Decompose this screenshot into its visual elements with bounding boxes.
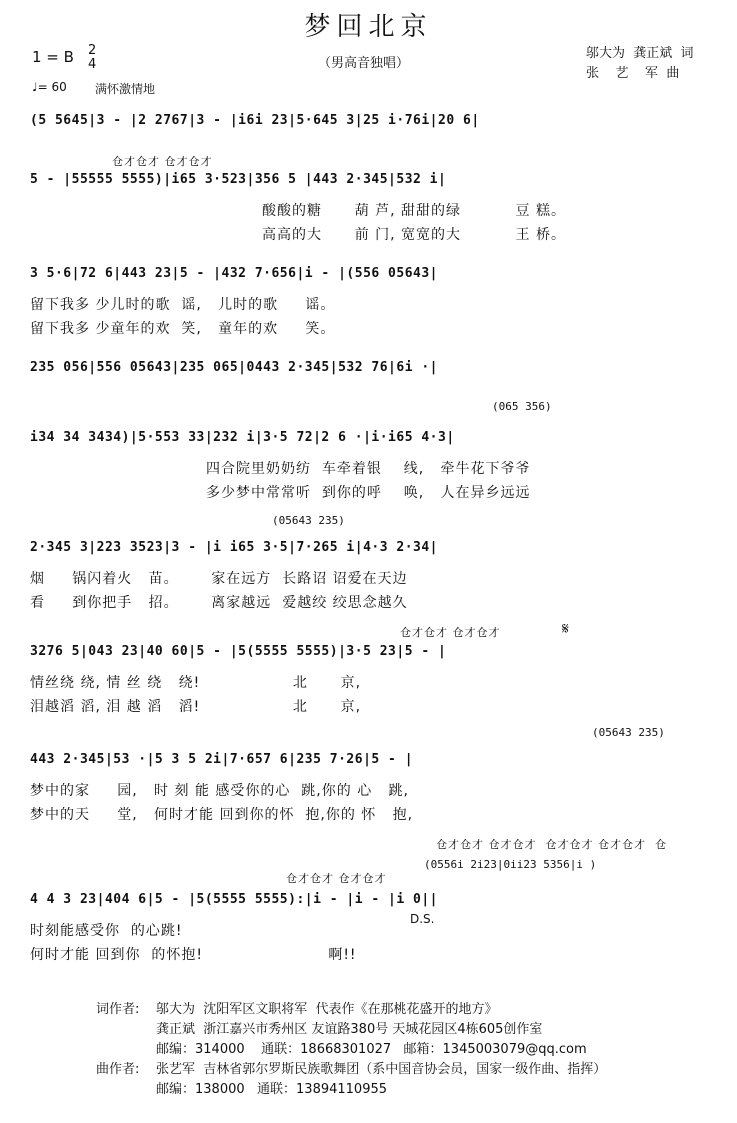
lyrics-9-verse2: 何时才能 回到你 的怀抱! 啊!! bbox=[30, 947, 357, 963]
lyrics-6-verse2: 看 到你把手 招。 离家越远 爱越绞 绞思念越久 bbox=[30, 595, 408, 611]
composer-credit: 张 艺 军 曲 bbox=[586, 66, 680, 81]
lyrics-2-verse1: 酸酸的糖 葫 芦, 甜甜的绿 豆 糕。 bbox=[262, 203, 567, 219]
lyrics-6-verse1: 烟 锅闪着火 苗。 家在远方 长路诏 诏爱在天边 bbox=[30, 571, 408, 587]
score-system-5: i34 34 3434)|5·553 33|232 i|3·5 72|2 6 ·|i·i65 4·3| bbox=[30, 430, 455, 445]
lyrics-8-verse2: 梦中的天 堂, 何时才能 回到你的怀 抱,你的 怀 抱, bbox=[30, 807, 414, 823]
composer-contact: 邮编：138000 通联：13894110955 bbox=[156, 1082, 388, 1097]
lyrics-8-verse1: 梦中的家 园, 时 刻 能 感受你的心 跳,你的 心 跳, bbox=[30, 783, 410, 799]
score-system-4: 235 056|556 05643|235 065|0443 2·345|532 76|6i ·| bbox=[30, 360, 439, 375]
lyricist-2-contact: 邮编：314000 通联：18668301027 邮箱：1345003079@qq.com bbox=[156, 1042, 587, 1057]
song-title: 梦回北京 bbox=[304, 12, 433, 42]
percussion-1: 仓才仓才 仓才仓才 bbox=[112, 155, 213, 168]
lyrics-9-verse1: 时刻能感受你 的心跳! bbox=[30, 923, 183, 939]
performance-note: （男高音独唱） bbox=[318, 56, 410, 71]
score-system-2: 5 - |55555 5555)|i65 3·523|356 5 |443 2·345|532 i| bbox=[30, 172, 447, 187]
lyrics-3-verse1: 留下我多 少儿时的歌 谣, 儿时的歌 谣。 bbox=[30, 297, 336, 313]
time-signature: 2 4 bbox=[88, 43, 97, 72]
score-system-1: (5 5645|3 - |2 2767|3 - |i6i 23|5·645 3|25 i·76i|20 6| bbox=[30, 113, 480, 128]
dal-segno: D.S. bbox=[410, 912, 435, 926]
composer-info: 张艺军 吉林省郭尔罗斯民族歌舞团（系中国音协会员，国家一级作曲、指挥） bbox=[156, 1062, 607, 1077]
score-system-3: 3 5·6|72 6|443 23|5 - |432 7·656|i - |(556 05643| bbox=[30, 266, 439, 281]
lyricist-2-info: 龚正斌 浙江嘉兴市秀州区 友谊路380号 天城花园区4栋605创作室 bbox=[156, 1022, 543, 1037]
lyrics-7-verse2: 泪越滔 滔, 泪 越 滔 滔! 北 京, bbox=[30, 699, 362, 715]
bridge-fill-1: (065 356) bbox=[492, 400, 552, 413]
bridge-fill-3: (05643 235) bbox=[592, 726, 665, 739]
lyrics-3-verse2: 留下我多 少童年的欢 笑, 童年的欢 笑。 bbox=[30, 321, 336, 337]
percussion-4: 仓才仓才 仓才仓才 bbox=[286, 872, 387, 885]
percussion-2: 仓才仓才 仓才仓才 bbox=[400, 626, 501, 639]
coda-intro: (0556i 2i23|0ii23 5356|i ) bbox=[424, 858, 597, 871]
percussion-3: 仓才仓才 仓才仓才 仓才仓才 仓才仓才 仓 bbox=[436, 838, 667, 851]
tempo-marking: ♩= 60 bbox=[32, 80, 67, 94]
lyricist-1-info: 邬大为 沈阳军区文职将军 代表作《在那桃花盛开的地方》 bbox=[156, 1002, 498, 1017]
lyrics-5-verse2: 多少梦中常常听 到你的呼 唤, 人在异乡远远 bbox=[206, 485, 531, 501]
lyrics-5-verse1: 四合院里奶奶纺 车牵着银 线, 牵牛花下爷爷 bbox=[206, 461, 531, 477]
lyricist-label: 词作者: bbox=[96, 1002, 140, 1017]
lyrics-7-verse1: 情丝绕 绕, 情 丝 绕 绕! 北 京, bbox=[30, 675, 362, 691]
score-system-9: 4 4 3 23|404 6|5 - |5(5555 5555):|i - |i - |i 0|| bbox=[30, 892, 439, 907]
bridge-fill-2: (05643 235) bbox=[272, 514, 345, 527]
segno-sign: 𝄋 bbox=[562, 619, 569, 638]
score-system-8: 443 2·345|53 ·|5 3 5 2i|7·657 6|235 7·26|5 - | bbox=[30, 752, 414, 767]
lyricist-credit: 邬大为 龚正斌 词 bbox=[586, 46, 694, 61]
composer-label: 曲作者: bbox=[96, 1062, 140, 1077]
key-signature: 1 = B bbox=[32, 48, 74, 66]
score-system-6: 2·345 3|223 3523|3 - |i i65 3·5|7·265 i|4·3 2·34| bbox=[30, 540, 439, 555]
score-system-7: 3276 5|043 23|40 60|5 - |5(5555 5555)|3·5 23|5 - | bbox=[30, 644, 447, 659]
lyrics-2-verse2: 高高的大 前 门, 宽宽的大 王 桥。 bbox=[262, 227, 567, 243]
expression-marking: 满怀激情地 bbox=[95, 82, 156, 96]
